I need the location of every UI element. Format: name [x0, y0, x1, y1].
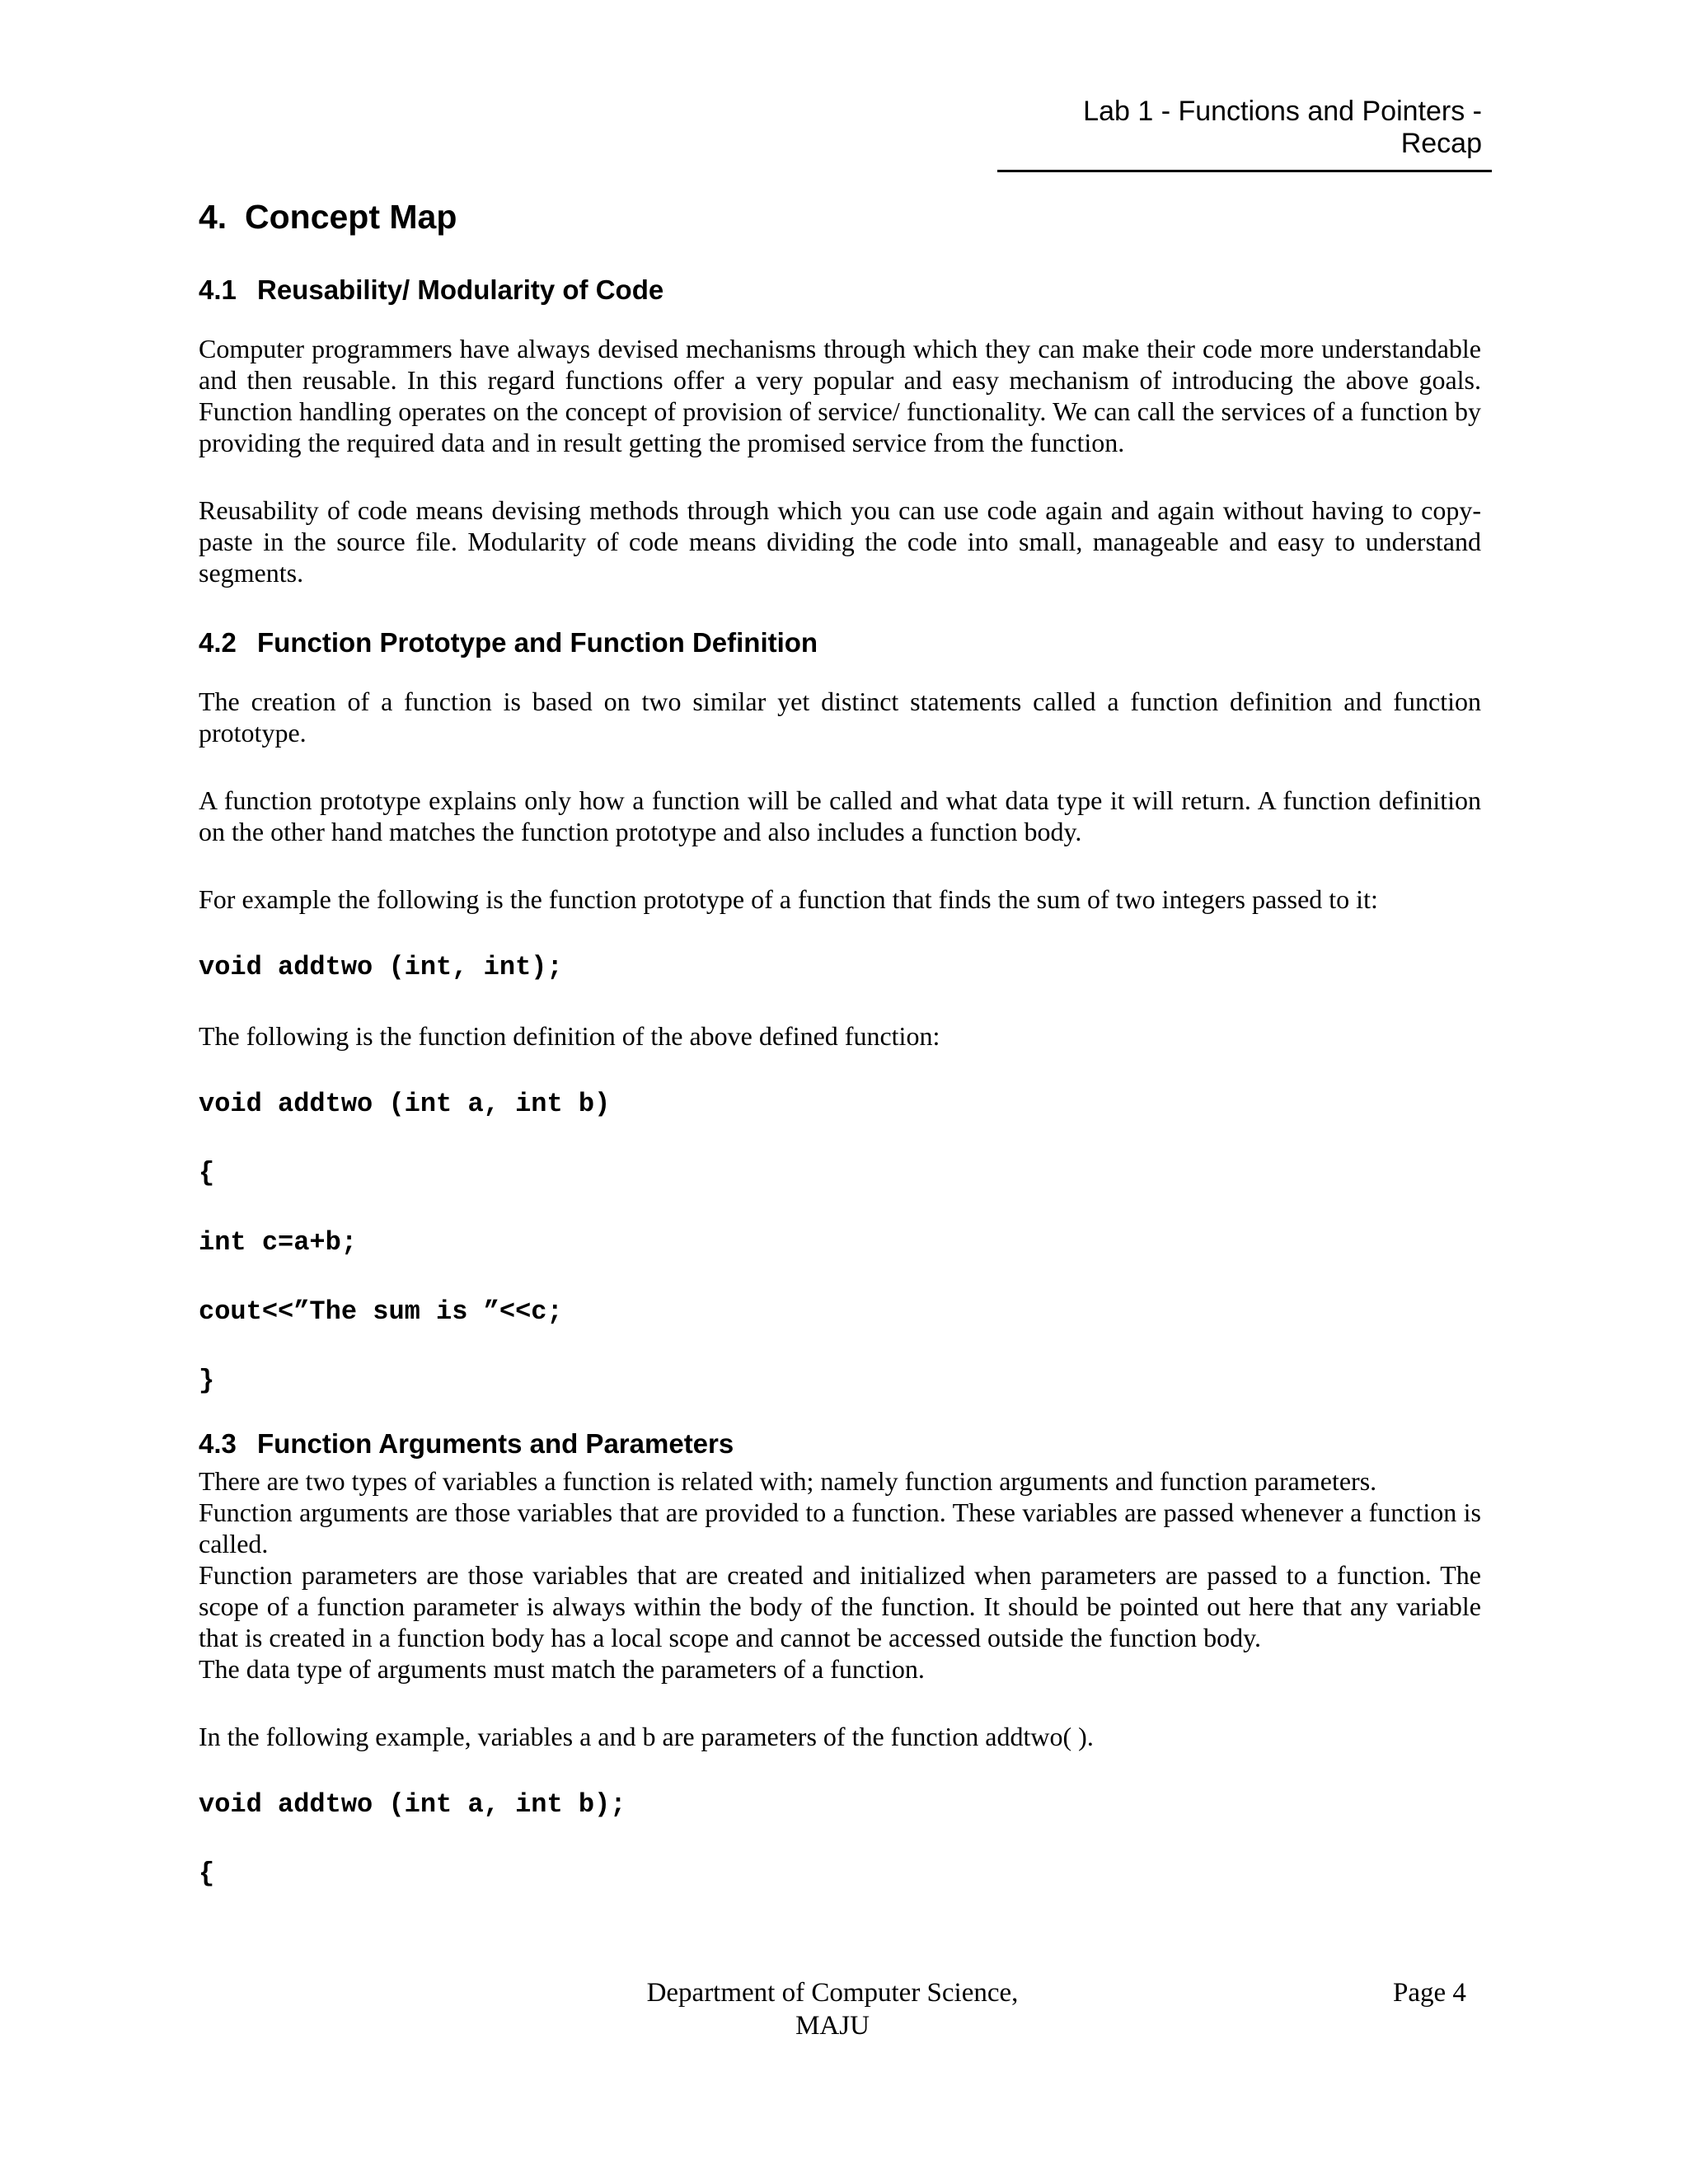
code-line: int c=a+b; [199, 1227, 358, 1258]
section-heading [199, 194, 1481, 239]
code-line: { [199, 1158, 215, 1188]
running-header [997, 96, 1492, 172]
paragraph: The creation of a function is based on two similar yet distinct statements called a function definition and function prototype. [199, 687, 1481, 748]
paragraph: In the following example, variables a and b are parameters of the function addtwo( ). [199, 1722, 1094, 1751]
subsection-title: Function Arguments and Parameters [257, 1428, 734, 1459]
section-number: 4. [199, 198, 227, 236]
header-title: Lab 1 - Functions and Pointers - Recap [1083, 96, 1482, 159]
paragraph: Function parameters are those variables that are created and initialized when parameters are passed to a function. The scope of a function parameter is always within the body of the function. It should be pointed out here that any variable that is created in a function body has a local scope and cannot be accessed outside the function body. [199, 1560, 1481, 1652]
subsection-number: 4.3 [199, 1428, 237, 1459]
paragraph: There are two types of variables a function is related with; namely function arguments and function parameters. [199, 1466, 1377, 1496]
page-body [199, 194, 1481, 1927]
paragraph: A function prototype explains only how a function will be called and what data type it will return. A function definition on the other hand matches the function prototype and also includes a function body. [199, 785, 1481, 846]
paragraph: Computer programmers have always devised mechanisms through which they can make their code more understandable and then reusable. In this regard functions offer a very popular and easy mechanism of introducing the above goals. Function handling operates on the concept of provision of service/ functionality. We can call the services of a function by providing the required data and in result getting the promised service from the function. [199, 334, 1481, 457]
code-line: cout<<”The sum is ”<<c; [199, 1296, 563, 1327]
code-line: } [199, 1366, 215, 1396]
paragraph: Reusability of code means devising methods through which you can use code again and again without having to copy-paste in the source file. Modularity of code means dividing the code into small, manageable and easy to understand segments. [199, 495, 1481, 588]
subsection-title: Reusability/ Modularity of Code [257, 274, 664, 305]
code-line: { [199, 1858, 215, 1889]
code-line: void addtwo (int a, int b); [199, 1789, 626, 1820]
paragraph: The following is the function definition of the above defined function: [199, 1021, 940, 1051]
paragraph: The data type of arguments must match the parameters of a function. [199, 1654, 925, 1684]
code-line: void addtwo (int, int); [199, 952, 563, 982]
footer-department [577, 1976, 1088, 2042]
footer-department-name: Department of Computer Science, [646, 1978, 1019, 2008]
subsection-number: 4.1 [199, 274, 237, 305]
paragraph: Function arguments are those variables that are provided to a function. These variables are passed whenever a function is called. [199, 1497, 1481, 1558]
subsection-number: 4.2 [199, 627, 237, 658]
page-number: Page 4 [1393, 1978, 1466, 2008]
paragraph: For example the following is the function prototype of a function that finds the sum of two integers passed to it: [199, 884, 1378, 914]
subsection-title: Function Prototype and Function Definition [257, 627, 818, 658]
code-line: void addtwo (int a, int b) [199, 1089, 611, 1119]
footer-institution: MAJU [795, 2011, 870, 2041]
subsection-heading-4-3 [199, 1426, 1481, 1462]
section-title: Concept Map [245, 198, 457, 236]
subsection-heading-4-1 [199, 272, 1481, 308]
subsection-heading-4-2 [199, 625, 1481, 661]
